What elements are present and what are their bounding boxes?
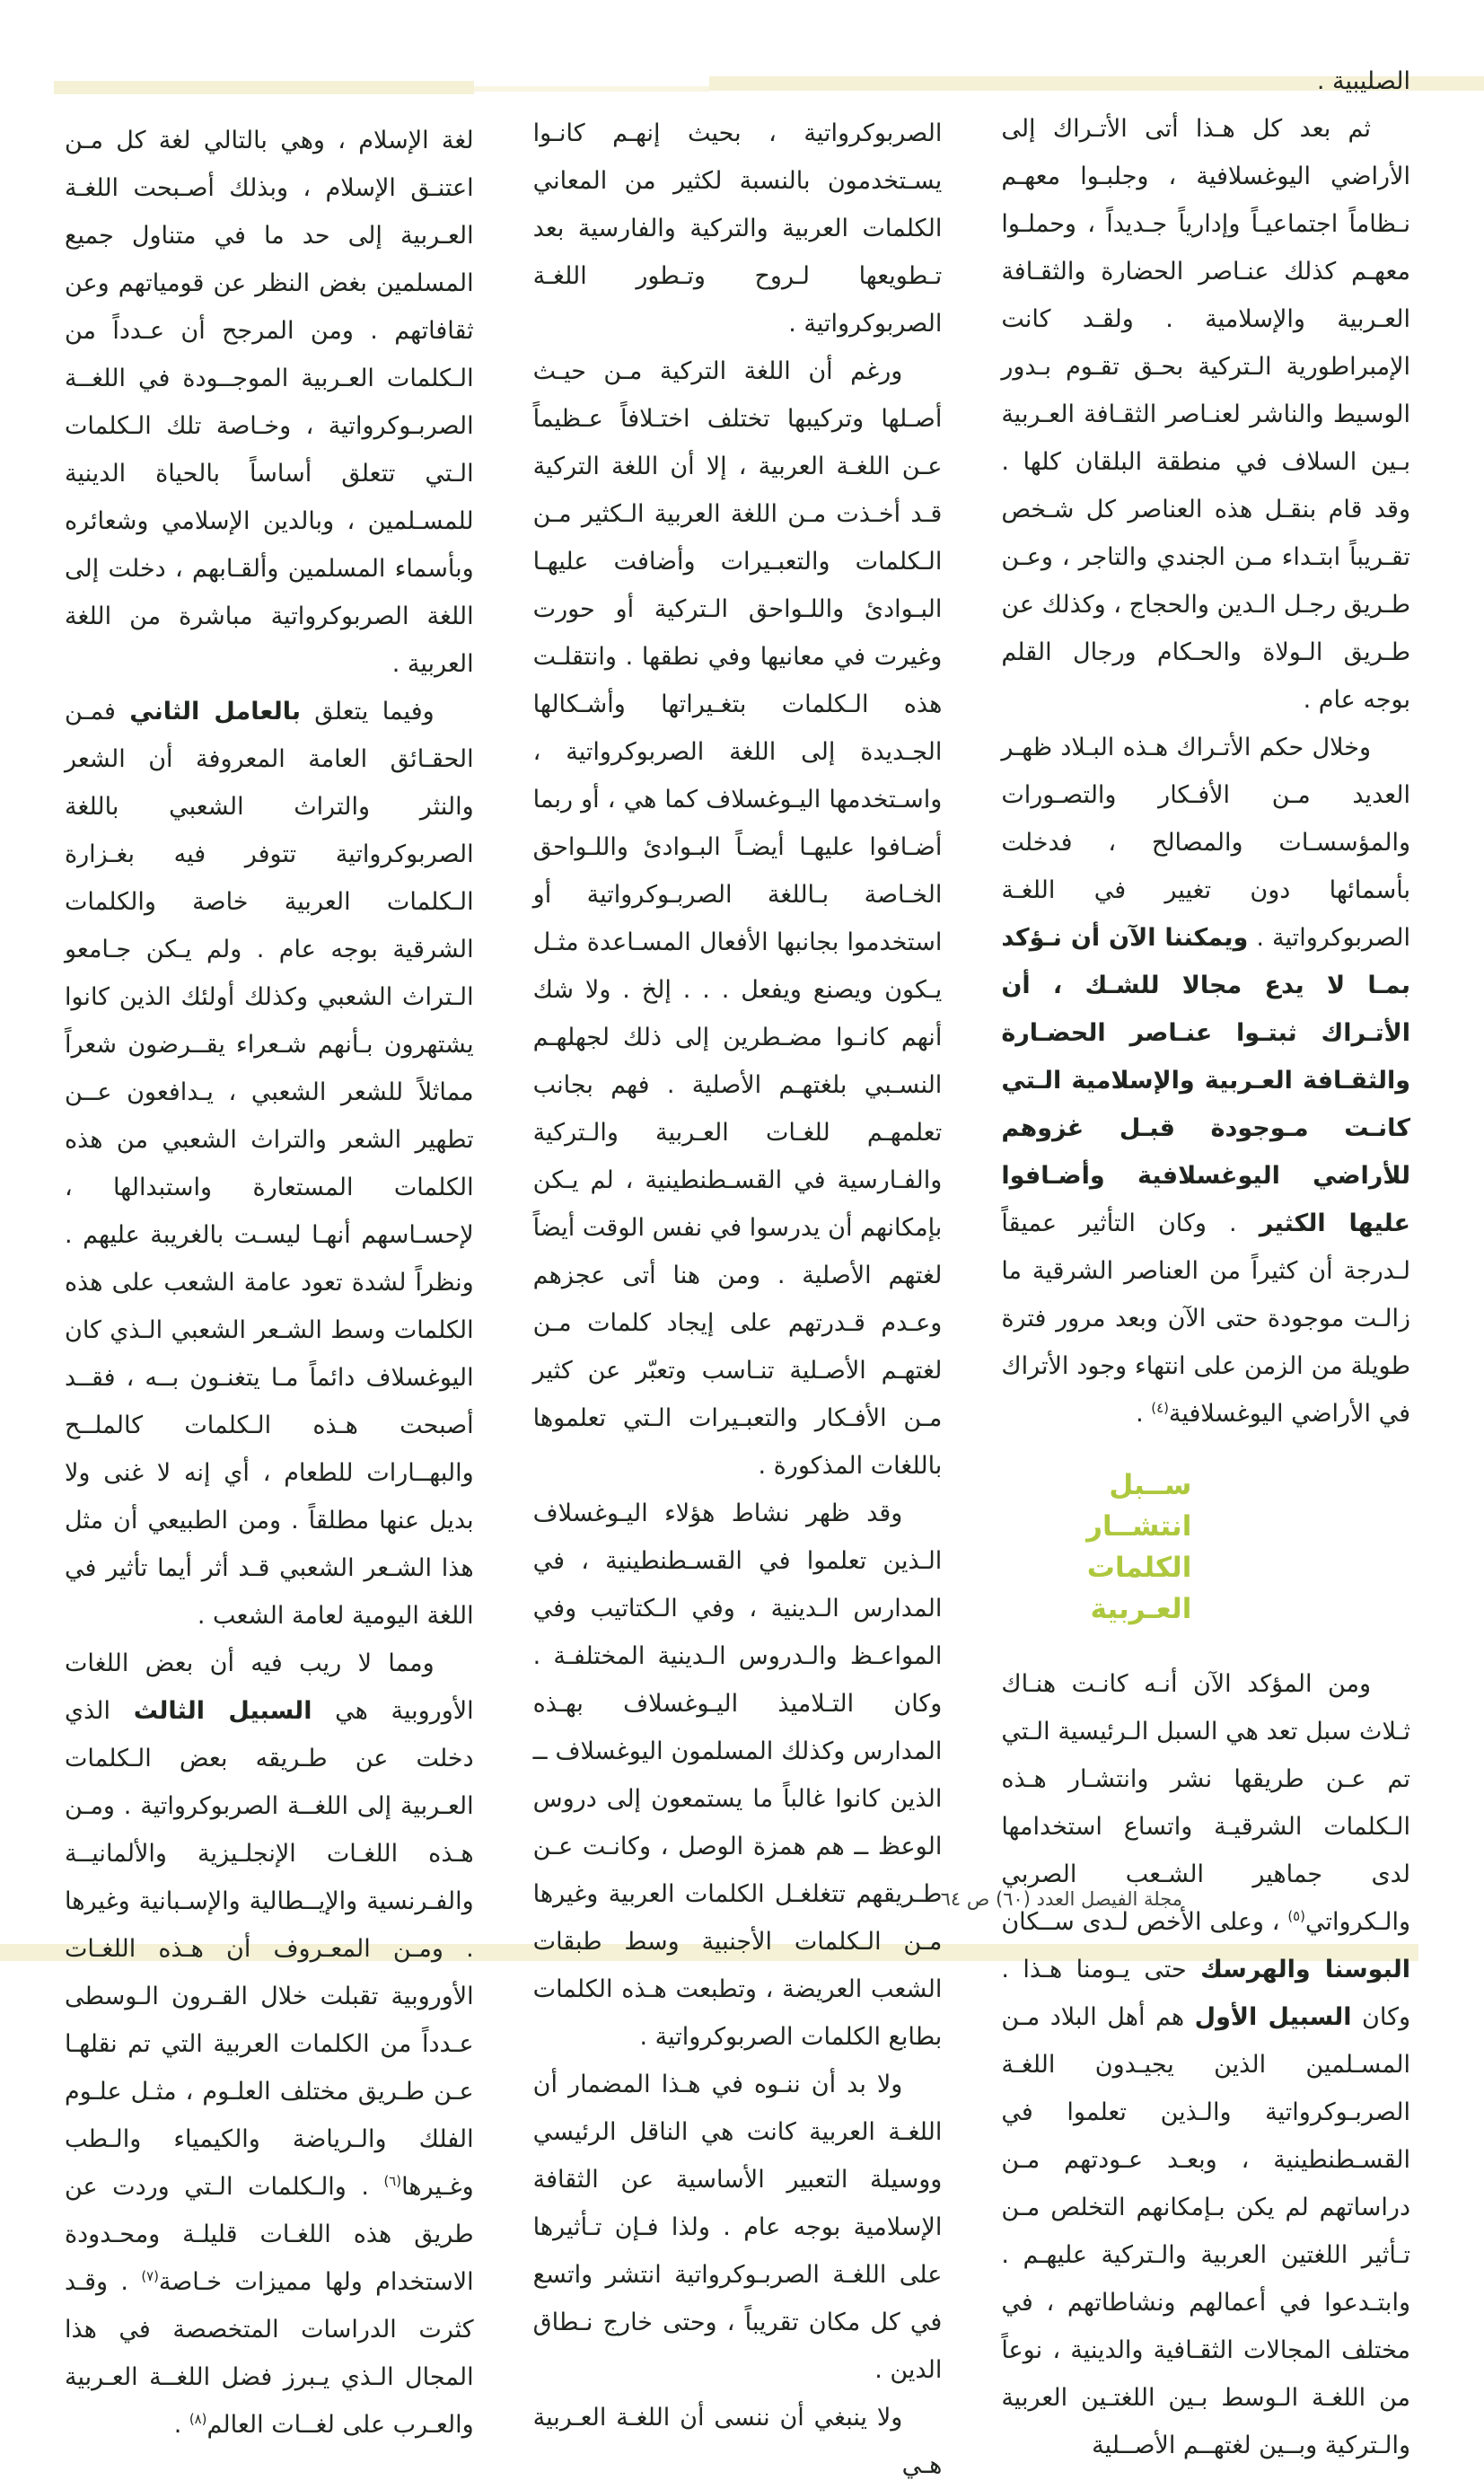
text-run: ورغم أن اللغة التركية مـن حيـث أصـلها وتركيبها تختلف اختـلافاً عـظيماً عـن اللغـة العربية ، إلا أن اللغة التركية قـد أخـذت مـن اللغة العربية الـكثير مـن الـكلمات والتعبـيرات وأضافت عليهـا البـوادئ واللـواحق الـتركية أو حورت وغيرت في معانيها وفي نطقها . وانتقلـت هذه الـكلمات بتغـيراتها وأشـكالها الجـديدة إلى اللغة الصربوكرواتية ، واسـتخدمها اليـوغسلاف كما هي ، أو ربما أضـافوا عليهـا أيضـاً البـوادئ واللـواحق الخـاصة بـاللغة الصربـوكرواتية أو استخدموا بجانبها الأفعال المسـاعدة مثـل يـكون ويصنع ويفعل . . . إلخ . ولا شك أنهم كانـوا مضـطرين إلى ذلك لجهلهـم النسـبي بلغتهـم الأصلية . فهم بجانب تعلمهـم للغـات العـربية والـتركية والفـارسية في القسـطنطينية ، لم يـكن بإمكانهم أن يدرسوا في نفس الوقت أيضاً لغتهم الأصلية . ومن هنا أتى عجزهم وعـدم قـدرتهم على إيجاد كلمات مـن لغتهـم الأصـلية تنـاسب وتعبّر عن كثير مـن الأفـكار والتعبـيرات الـتي تعلموها باللغات المذكورة . (532, 357, 943, 1480)
paragraph (1001, 724, 1410, 1438)
paragraph (1001, 57, 1410, 105)
column-1-right (1001, 57, 1410, 2489)
paragraph (533, 2394, 943, 2489)
text-run: . والـكلمات الـتي وردت عن طريق هذه اللغـات قليلـة ومحـدودة الاستخدام ولها مميزات خـاصة (64, 2173, 474, 2296)
text-run: فمـن الحقـائق العامة المعروفة أن الشعر والنثر والتراث الشعبي باللغة الصربوكرواتية تتوفر فيه بغـزارة الـكلمات العربية خاصة والكلمات الشرقية بوجه عام . ولم يـكن جـامعو الـتراث الشعبي وكذلك أولئك الذين كانوا يشتهرون بـأنهم شـعراء يقــرضون شعراً مماثلاً للشعر الشعبي ، يـدافعون عــن تطهير الشعر والتراث الشعبي من هذه الكلمات المستعارة واستبدالها ، لإحسـاسهم أنهـا ليسـت بالغريبة عليهم . ونظراً لشدة تعود عامة الشعب على هذه الكلمات وسط الشـعر الشعبي الـذي كان اليوغسلاف دائماً مـا يتغنـون بــه ، فقــد أصبحت هـذه الـكلمات كالملــح والبهــارات للطعام ، أي إنه لا غنى ولا بديل عنها مطلقاً . ومن الطبيعي أن مثل هذا الشـعر الشعبي قـد أثر أيما تأثير في اللغة اليومية لعامة الشعب . (64, 698, 474, 1630)
column-3-left (65, 57, 474, 2489)
text-run: الصليبية . (1316, 67, 1410, 95)
bold-run: بالعامل الثاني (129, 698, 301, 726)
footnote-marker: (٧) (141, 2268, 159, 2284)
bold-run: السبيل الثالث (133, 1697, 312, 1725)
page-footer: مجلة الفيصل العدد (٦٠) ص ٦٤ (940, 1888, 1182, 1910)
text-run: ، وعلى الأخص لـدى ســكان (1001, 1908, 1288, 1936)
footnote-marker: (٦) (383, 2173, 402, 2189)
text-run: . (173, 2411, 189, 2439)
text-run: ومما لا ريب فيه أن بعض اللغات الأوروبية هي (64, 1649, 474, 1725)
section-heading-line: الكلمات العـربية (1086, 1552, 1192, 1625)
paragraph (533, 1490, 943, 2061)
text-run: ثم بعد كل هـذا أتى الأتـراك إلى الأراضي اليوغسلافية ، وجلبـوا معهـم نـظاماً اجتماعيـاً وإدارياً جـديداً ، وحملـوا معهـم كذلك عنـاصر الحضارة والثقـافة العـربية والإسلامية . ولقـد كانت الإمبراطورية الـتركية بحـق تقـوم بـدور الوسيط والناشر لعنـاصر الثقـافة العـربية بـين السلاف في منطقة البلقان كلها . وقد قام بنقـل هذه العناصر كل شـخص تقـريباً ابتـداء مـن الجندي والتاجر ، وعـن طـريق رجـل الـدين والحجاج ، وكذلك عن طـريق الـولاة والحـكام ورجال القلم بوجه عام . (1001, 115, 1410, 714)
text-run: حتى يـومنا هـذا . وكان (1001, 1956, 1411, 2031)
text-run: لغة الإسلام ، وهي بالتالي لغة كل مـن اعتنـق الإسلام ، وبذلك أصـبحت اللغـة العـربية إلى حد ما في متناول جميع المسلمين بغض النظر عن قومياتهم وعن ثقافاتهم . ومن المرجح أن عـدداً من الـكلمات العـربية الموجــودة في اللغــة الصربـوكرواتية ، وخـاصة تلك الـكلمات الـتي تتعلق أساساً بالحياة الدينية للمسـلمين ، وبالدين الإسلامي وشعائره وبأسماء المسلمين وألقـابهم ، دخلت إلى اللغة الصربوكرواتية مباشرة من اللغة العربية . (64, 127, 474, 678)
bold-run: البوسنا والهرسك (1200, 1956, 1410, 1983)
paragraph (533, 347, 943, 1490)
footnote-marker: (٤) (1151, 1400, 1169, 1416)
text-run: ومن المؤكد الآن أنـه كانـت هنـاك ثـلاث سبل تعد هي السبل الـرئيسية الـتي تم عـن طريقها نشر وانتشـار هـذه الـكلمات الشرقيـة واتساع استخدامها لدى جماهير الشـعب الصربي والـكرواتي (1001, 1670, 1410, 1936)
text-run: ولا بد أن ننـوه في هـذا المضمار أن اللغـة العربية كانت هي الناقل الرئيسي ووسيلة التعبير الأساسية عن الثقافة الإسلامية بوجه عام . ولذا فـإن تـأثيرها على اللغـة الصربـوكرواتية انتشر واتسع في كل مكان تقريباً ، وحتى خارج نـطاق الدين . (532, 2071, 943, 2384)
footnote-marker: (٥) (1287, 1908, 1305, 1924)
text-run: وفيما يتعلق (301, 698, 435, 726)
paragraph (533, 2061, 943, 2394)
text-run: هم أهل البلاد مـن المسـلمين الذين يجيـدون اللغـة الصربـوكرواتية والـذين تعلموا في القسـطنطينية ، وبعـد عـودتهم مـن دراساتهم لم يكن بـإمكانهم التخلص مـن تـأثير اللغتين العربية والـتركية عليهـم . وابتـدعوا في أعمالهم ونشاطاتهم ، في مختلف المجالات الثقـافية والدينية ، نوعاً من اللغـة الـوسط بـين اللغتـين العربية والـتركية وبــين لغتهــم الأصــلية (1001, 2003, 1410, 2459)
paragraph (65, 117, 474, 688)
bold-run: السبيل الأول (1194, 2003, 1352, 2031)
paragraph (65, 688, 474, 1640)
text-run: . وقـد كثرت الدراسات المتخصصة في هذا المجال الـذي يـبرز فضل اللغــة العـربية والعـرب على لغــات العالم (64, 2268, 474, 2439)
text-run: ولا ينبغي أن ننسى أن اللغـة العـربية هـي (532, 2404, 943, 2479)
paragraph (1001, 1660, 1410, 2469)
column-2-middle (533, 57, 943, 2489)
footnote-marker: (٨) (189, 2411, 207, 2427)
section-heading (1001, 1464, 1191, 1630)
text-run: الصربوكرواتية ، بحيث إنهـم كانـوا يسـتخدمون بالنسبة لكثير من المعاني الكلمات العربية والتركية والفارسية بعد تـطويعها لـروح وتـطور اللغـة الصربوكرواتية . (532, 119, 943, 338)
section-heading-line: ســبل انتشــار (1086, 1469, 1192, 1543)
text-run: الذي دخلت عن طـريقه بعض الـكلمات العـربية إلى اللغــة الصربوكرواتية . ومـن هـذه اللغـات الإنجلـيزية والألمانيــة والفـرنسية والإيــطالية والإسـبانية وغيرها . ومـن المعـروف أن هـذه اللغـات الأوروبية تقبلت خلال القـرون الـوسطى عـدداً من الكلمات العربية التي تم نقلهـا عـن طـريق مختلف العلـوم ، مثـل علـوم الفلك والـرياضة والكيمياء والـطب وغـيرها (64, 1697, 474, 2201)
paragraph (533, 110, 943, 347)
paragraph (65, 1640, 474, 2449)
paragraph (1001, 105, 1410, 724)
text-run: وخلال حكم الأتـراك هـذه البـلاد ظهـر العديد مـن الأفـكار والتصـورات والمؤسسـات والمصالح ، فدخلت بأسمائها دون تغيير في اللغـة الصربوكرواتية . (1001, 734, 1410, 952)
text-run: وقد ظهر نشاط هؤلاء اليـوغسلاف الـذين تعلموا في القسـطنطينية ، في المدارس الـدينية ، وفي الـكتاتيب وفي المواعـظ والـدروس الـدينية المختلفـة . وكان التـلاميذ اليـوغسلاف بهـذه المدارس وكذلك المسلمون اليوغسلاف ــ الذين كانوا غالباً ما يستمعون إلى دروس الوعظ ــ هم همزة الوصل ، وكانـت عـن طـريقهم تتغلغـل الكلمات العربية وغيرها مـن الـكلمات الأجنبية وسط طبقات الشعب العريضة ، وتطبعت هـذه الكلمات بطابع الكلمات الصربوكرواتية . (532, 1500, 943, 2051)
text-run: . وكان التأثير عميقاً لـدرجة أن كثيراً من العناصر الشرقية ما زالـت موجودة حتى الآن وبعد مرور فترة طويلة من الزمن على انتهاء وجود الأتراك في الأراضي اليوغسلافية (1001, 1209, 1410, 1428)
bold-run: ويمكننا الآن أن نـؤكد بمـا لا يدع مجالا للشـك ، أن الأتـراك ثبتـوا عنـاصر الحضـارة والثقـافة العـربية والإسلامية الـتي كانـت مـوجودة قبـل غزوهم للأراضي اليوغسلافية وأضـافوا عليها الكثير (1001, 924, 1410, 1237)
text-run: . (1136, 1400, 1152, 1428)
